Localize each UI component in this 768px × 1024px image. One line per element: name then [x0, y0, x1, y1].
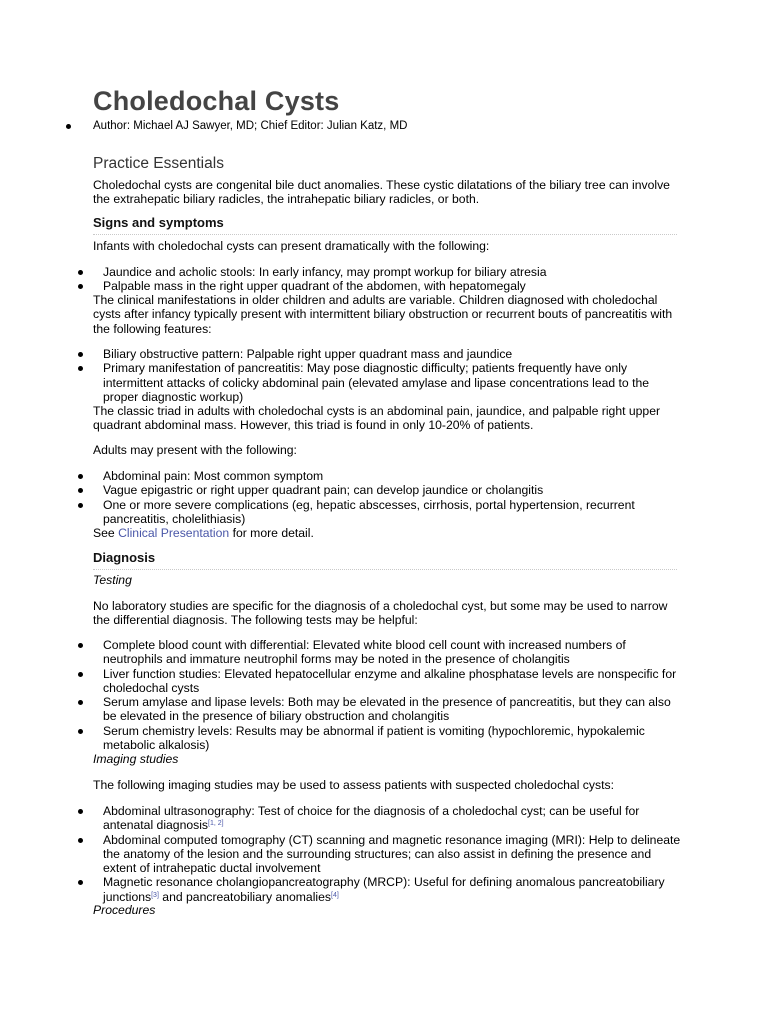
imaging-label: Imaging studies	[93, 752, 179, 766]
clinical-presentation-link[interactable]: Clinical Presentation	[118, 526, 230, 540]
list-item: Liver function studies: Elevated hepatocellular enzyme and alkaline phosphatase levels are nonspecific for choledochal cysts	[0, 667, 683, 696]
list-item: Abdominal ultrasonography: Test of choice for the diagnosis of a choledochal cyst; can be useful for antenatal diagnosis[1, 2]	[0, 804, 683, 833]
procedures-label: Procedures	[93, 903, 156, 917]
imaging-paragraph: The following imaging studies may be used to assess patients with suspected choledochal cysts:	[93, 778, 614, 792]
testing-label: Testing	[93, 573, 132, 587]
author-bullet	[66, 124, 71, 129]
diagnosis-heading: Diagnosis	[93, 550, 156, 565]
triad-paragraph: The classic triad in adults with choledochal cysts is an abdominal pain, jaundice, and palpable right upper quadrant abdominal mass. However, this triad is found in only 10-20% of patients.	[93, 404, 661, 433]
list-item: One or more severe complications (eg, hepatic abscesses, cirrhosis, portal hypertension, recurrent pancreatitis, cholelithiasis)	[0, 498, 683, 527]
signs-divider	[93, 234, 677, 235]
see-more-line: See Clinical Presentation for more detail.	[93, 526, 314, 540]
older-list	[0, 347, 700, 404]
list-item: Biliary obstructive pattern: Palpable right upper quadrant mass and jaundice	[0, 347, 683, 361]
author-line: Author: Michael AJ Sawyer, MD; Chief Editor: Julian Katz, MD	[93, 120, 408, 132]
testing-paragraph: No laboratory studies are specific for the diagnosis of a choledochal cyst, but some may be used to narrow the differential diagnosis. The following tests may be helpful:	[93, 599, 668, 628]
list-item: Abdominal pain: Most common symptom	[0, 469, 683, 483]
list-item: Primary manifestation of pancreatitis: May pose diagnostic difficulty; patients frequently have only intermittent attacks of colicky abdominal pain (elevated amylase and lipase concentrations lead to the proper diagnostic workup)	[0, 361, 683, 404]
list-item: Palpable mass in the right upper quadrant of the abdomen, with hepatomegaly	[0, 279, 683, 293]
list-item: Vague epigastric or right upper quadrant pain; can develop jaundice or cholangitis	[0, 483, 683, 497]
list-item: Complete blood count with differential: Elevated white blood cell count with increased numbers of neutrophils and immature neutrophil forms may be noted in the presence of cholangitis	[0, 638, 683, 667]
section-title: Practice Essentials	[93, 155, 224, 172]
adult-list	[0, 469, 700, 526]
list-item: Serum chemistry levels: Results may be abnormal if patient is vomiting (hypochloremic, hypokalemic metabolic alkalosis)	[0, 724, 683, 753]
adults-intro: Adults may present with the following:	[93, 443, 297, 457]
intro-paragraph: Choledochal cysts are congenital bile duct anomalies. These cystic dilatations of the biliary tree can involve the extrahepatic biliary radicles, the intrahepatic biliary radicles, or both.	[93, 178, 670, 207]
list-item: Magnetic resonance cholangiopancreatography (MRCP): Useful for defining anomalous pancreatobiliary junctions[3] and pancreatobiliary anomalies[4]	[0, 875, 683, 904]
test-list	[0, 638, 700, 752]
reference-link[interactable]: [4]	[331, 891, 339, 899]
reference-link[interactable]: [1, 2]	[208, 820, 224, 828]
older-paragraph: The clinical manifestations in older children and adults are variable. Children diagnosed with choledochal cysts after infancy typically present with intermittent biliary obstruction or recurrent bouts of pancreatitis with the following features:	[93, 293, 673, 336]
list-item: Abdominal computed tomography (CT) scanning and magnetic resonance imaging (MRI): Help to delineate the anatomy of the lesion and the surrounding structures; can also assist in defining the presence and extent of intrahepatic ductal involvement	[0, 833, 683, 876]
list-item: Serum amylase and lipase levels: Both may be elevated in the presence of pancreatitis, but they can also be elevated in the presence of biliary obstruction and cholangitis	[0, 695, 683, 724]
page-title: Choledochal Cysts	[93, 86, 340, 116]
reference-link[interactable]: [3]	[151, 891, 159, 899]
list-item: Jaundice and acholic stools: In early infancy, may prompt workup for biliary atresia	[0, 265, 683, 279]
signs-heading: Signs and symptoms	[93, 215, 224, 230]
diagnosis-divider	[93, 569, 677, 570]
infant-list	[0, 265, 700, 294]
infants-intro: Infants with choledochal cysts can present dramatically with the following:	[93, 239, 490, 253]
imaging-list	[0, 804, 700, 904]
